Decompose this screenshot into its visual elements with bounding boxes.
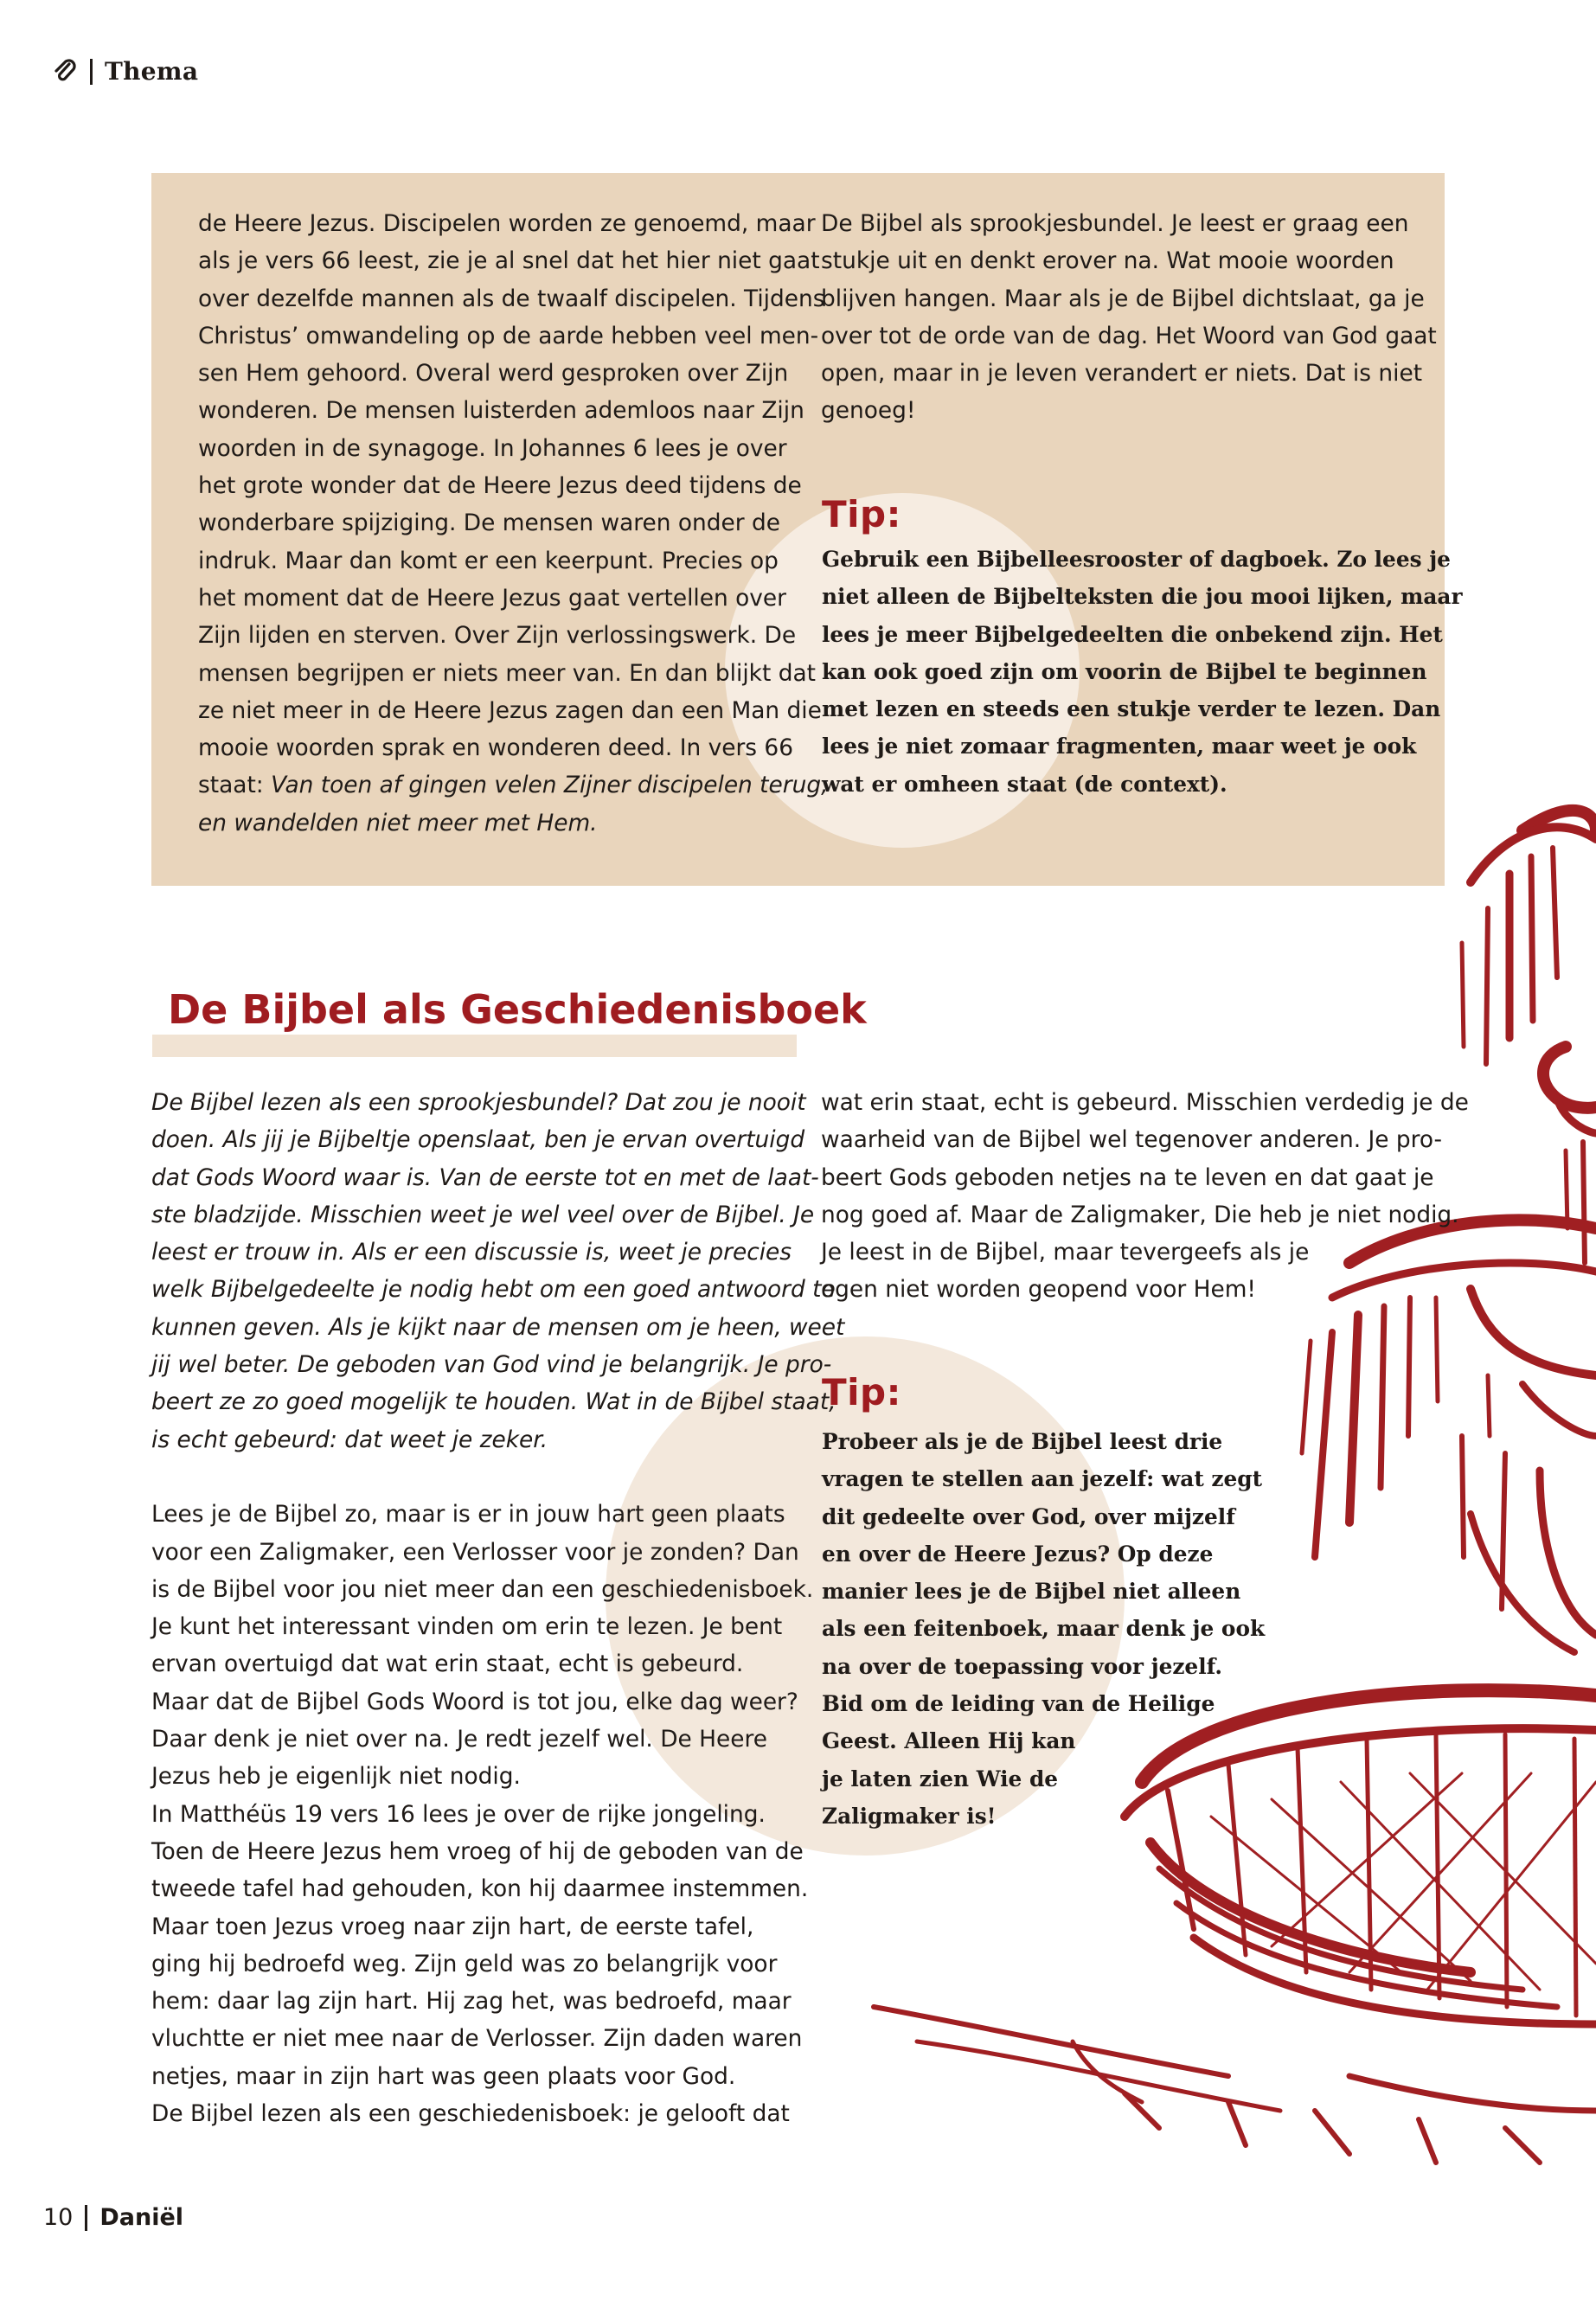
tip-line: je laten zien Wie de (822, 1766, 1059, 1791)
tip-text (822, 1423, 1265, 1835)
text-line: Maar toen Jezus vroeg naar zijn hart, de eerste tafel, (151, 1913, 754, 1940)
tip-line: vragen te stellen aan jezelf: wat zegt (822, 1466, 1263, 1492)
paperclip-icon (52, 59, 78, 85)
text-line: ogen niet worden geopend voor Hem! (821, 1276, 1257, 1304)
text-line: het grote wonder dat de Heere Jezus deed tijdens de (198, 472, 802, 500)
text-line: Zijn lijden en sterven. Over Zijn verlossingswerk. De (198, 622, 797, 650)
section-right-column (821, 1084, 1469, 1309)
quote-line (198, 804, 828, 842)
header-divider (90, 59, 93, 85)
text-line: nog goed af. Maar de Zaligmaker, Die heb je niet nodig. (821, 1201, 1459, 1228)
text-line: woorden in de synagoge. In Johannes 6 lees je over (198, 434, 787, 462)
text-line: Daar denk je niet over na. Je redt jezelf wel. De Heere (151, 1726, 767, 1753)
tip-line: als een feitenboek, maar denk je ook (822, 1616, 1266, 1642)
text-line-italic: welk Bijbelgedeelte je nodig hebt om een goed antwoord te (151, 1276, 836, 1304)
page-number: 10 (43, 2204, 74, 2231)
text-line: Christus’ omwandeling op de aarde hebben veel men- (198, 322, 819, 349)
text-line-italic: doen. Als jij je Bijbeltje openslaat, ben je ervan overtuigd (151, 1126, 805, 1154)
text-line: wonderbare spijziging. De mensen waren onder de (198, 510, 780, 537)
running-header (52, 57, 198, 86)
bible-quote: en wandelden niet meer met Hem. (198, 809, 598, 836)
text-line: waarheid van de Bijbel wel tegenover anderen. Je pro- (821, 1126, 1443, 1154)
text-line: ze niet meer in de Heere Jezus zagen dan een Man die (198, 696, 822, 724)
text-line: Toen de Heere Jezus hem vroeg of hij de geboden van de (151, 1837, 804, 1865)
tip-line: Probeer als je de Bijbel leest drie (822, 1429, 1223, 1454)
section-heading: De Bijbel als Geschiedenisboek (168, 986, 867, 1033)
text-line: de Heere Jezus. Discipelen worden ze genoemd, maar (198, 210, 816, 237)
text-line: over dezelfde mannen als de twaalf discipelen. Tijdens (198, 285, 825, 312)
intro-left-column (198, 205, 828, 842)
tip-title: Tip: (822, 1371, 901, 1413)
text-line: Maar dat de Bijbel Gods Woord is tot jou, elke dag weer? (151, 1688, 798, 1715)
tip-line: na over de toepassing voor jezelf. (822, 1653, 1223, 1679)
magazine-name: Daniël (99, 2204, 184, 2231)
text-line: over tot de orde van de dag. Het Woord van God gaat (821, 322, 1437, 349)
quote-line (198, 766, 828, 804)
tip-line: en over de Heere Jezus? Op deze (822, 1541, 1214, 1567)
tip-line: Gebruik een Bijbelleesrooster of dagboek. Zo lees je (822, 547, 1451, 572)
text-line-italic: kunnen geven. Als je kijkt naar de mensen om je heen, weet (151, 1313, 845, 1341)
text-line: mooie woorden sprak en wonderen deed. In vers 66 (198, 734, 794, 762)
text-line-italic: jij wel beter. De geboden van God vind je belangrijk. Je pro- (151, 1351, 832, 1379)
tip-line: Geest. Alleen Hij kan (822, 1728, 1076, 1754)
text-line: open, maar in je leven verandert er niets. Dat is niet (821, 360, 1423, 388)
text-line: mensen begrijpen er niets meer van. En dan blijkt dat (198, 659, 816, 687)
text-line: netjes, maar in zijn hart was geen plaats voor God. (151, 2062, 736, 2090)
paragraph-gap (151, 1458, 844, 1496)
tip-line: wat er omheen staat (de context). (822, 771, 1227, 797)
section-heading-block (152, 986, 867, 1033)
text-line: De Bijbel lezen als een geschiedenisboek: je gelooft dat (151, 2100, 790, 2128)
tip-line: Zaligmaker is! (822, 1803, 997, 1829)
text-line: stukje uit en denkt erover na. Wat mooie woorden (821, 247, 1394, 275)
text-line: indruk. Maar dan komt er een keerpunt. Precies op (198, 547, 779, 574)
text-line: beert Gods geboden netjes na te leven en dat gaat je (821, 1163, 1434, 1191)
text-line: hem: daar lag zijn hart. Hij zag het, was bedroefd, maar (151, 1988, 792, 2016)
text-line: voor een Zaligmaker, een Verlosser voor je zonden? Dan (151, 1538, 799, 1566)
tip-line: lees je meer Bijbelgedeelten die onbekend zijn. Het (822, 621, 1443, 647)
section-left-column (151, 1084, 844, 2132)
intro-right-column (821, 205, 1437, 430)
text-line-italic: De Bijbel lezen als een sprookjesbundel? Dat zou je nooit (151, 1089, 806, 1116)
text-line: wat erin staat, echt is gebeurd. Misschien verdedig je de (821, 1089, 1469, 1116)
tip-text (822, 541, 1463, 803)
text-line: Je leest in de Bijbel, maar tevergeefs als je (821, 1239, 1310, 1266)
section-label: Thema (105, 57, 199, 86)
tip-line: met lezen en steeds een stukje verder te lezen. Dan (822, 696, 1441, 722)
text-line-italic: is echt gebeurd: dat weet je zeker. (151, 1426, 548, 1453)
page-footer (43, 2204, 183, 2231)
text-line: als je vers 66 leest, zie je al snel dat het hier niet gaat (198, 247, 820, 275)
tip-line: niet alleen de Bijbelteksten die jou mooi lijken, maar (822, 584, 1463, 610)
text-line: wonderen. De mensen luisterden ademloos naar Zijn (198, 397, 804, 425)
footer-divider (85, 2205, 87, 2231)
text-line: ging hij bedroefd weg. Zijn geld was zo belangrijk voor (151, 1950, 778, 1977)
tip-line: dit gedeelte over God, over mijzelf (822, 1503, 1235, 1529)
text-line: sen Hem gehoord. Overal werd gesproken over Zijn (198, 360, 789, 388)
tip-line: kan ook goed zijn om voorin de Bijbel te beginnen (822, 658, 1427, 684)
tip-line: lees je niet zomaar fragmenten, maar weet je ook (822, 734, 1417, 760)
text-line: In Matthéüs 19 vers 16 lees je over de rijke jongeling. (151, 1800, 766, 1828)
text-line: ervan overtuigd dat wat erin staat, echt is gebeurd. (151, 1650, 744, 1678)
quote-lead: staat: (198, 772, 272, 799)
text-line-italic: ste bladzijde. Misschien weet je wel veel over de Bijbel. Je (151, 1201, 815, 1228)
text-line: Jezus heb je eigenlijk niet nodig. (151, 1763, 521, 1791)
text-line: De Bijbel als sprookjesbundel. Je leest er graag een (821, 210, 1409, 237)
tip-line: Bid om de leiding van de Heilige (822, 1691, 1215, 1717)
text-line-italic: leest er trouw in. Als er een discussie is, weet je precies (151, 1239, 792, 1266)
text-line-italic: beert ze zo goed mogelijk te houden. Wat in de Bijbel staat, (151, 1388, 836, 1416)
text-line: genoeg! (821, 397, 916, 425)
tip-title: Tip: (822, 493, 901, 535)
text-line: is de Bijbel voor jou niet meer dan een geschiedenisboek. (151, 1575, 814, 1603)
tip-line: manier lees je de Bijbel niet alleen (822, 1579, 1241, 1605)
text-line: tweede tafel had gehouden, kon hij daarmee instemmen. (151, 1875, 809, 1903)
bible-quote: Van toen af gingen velen Zijner discipelen terug, (271, 772, 829, 799)
text-line-italic: dat Gods Woord waar is. Van de eerste tot en met de laat- (151, 1163, 819, 1191)
text-line: Lees je de Bijbel zo, maar is er in jouw hart geen plaats (151, 1501, 785, 1529)
text-line: het moment dat de Heere Jezus gaat vertellen over (198, 584, 786, 612)
text-line: Je kunt het interessant vinden om erin te lezen. Je bent (151, 1613, 783, 1641)
text-line: vluchtte er niet mee naar de Verlosser. Zijn daden waren (151, 2025, 803, 2053)
heading-highlight (152, 1035, 797, 1057)
text-line: blijven hangen. Maar als je de Bijbel dichtslaat, ga je (821, 285, 1425, 312)
